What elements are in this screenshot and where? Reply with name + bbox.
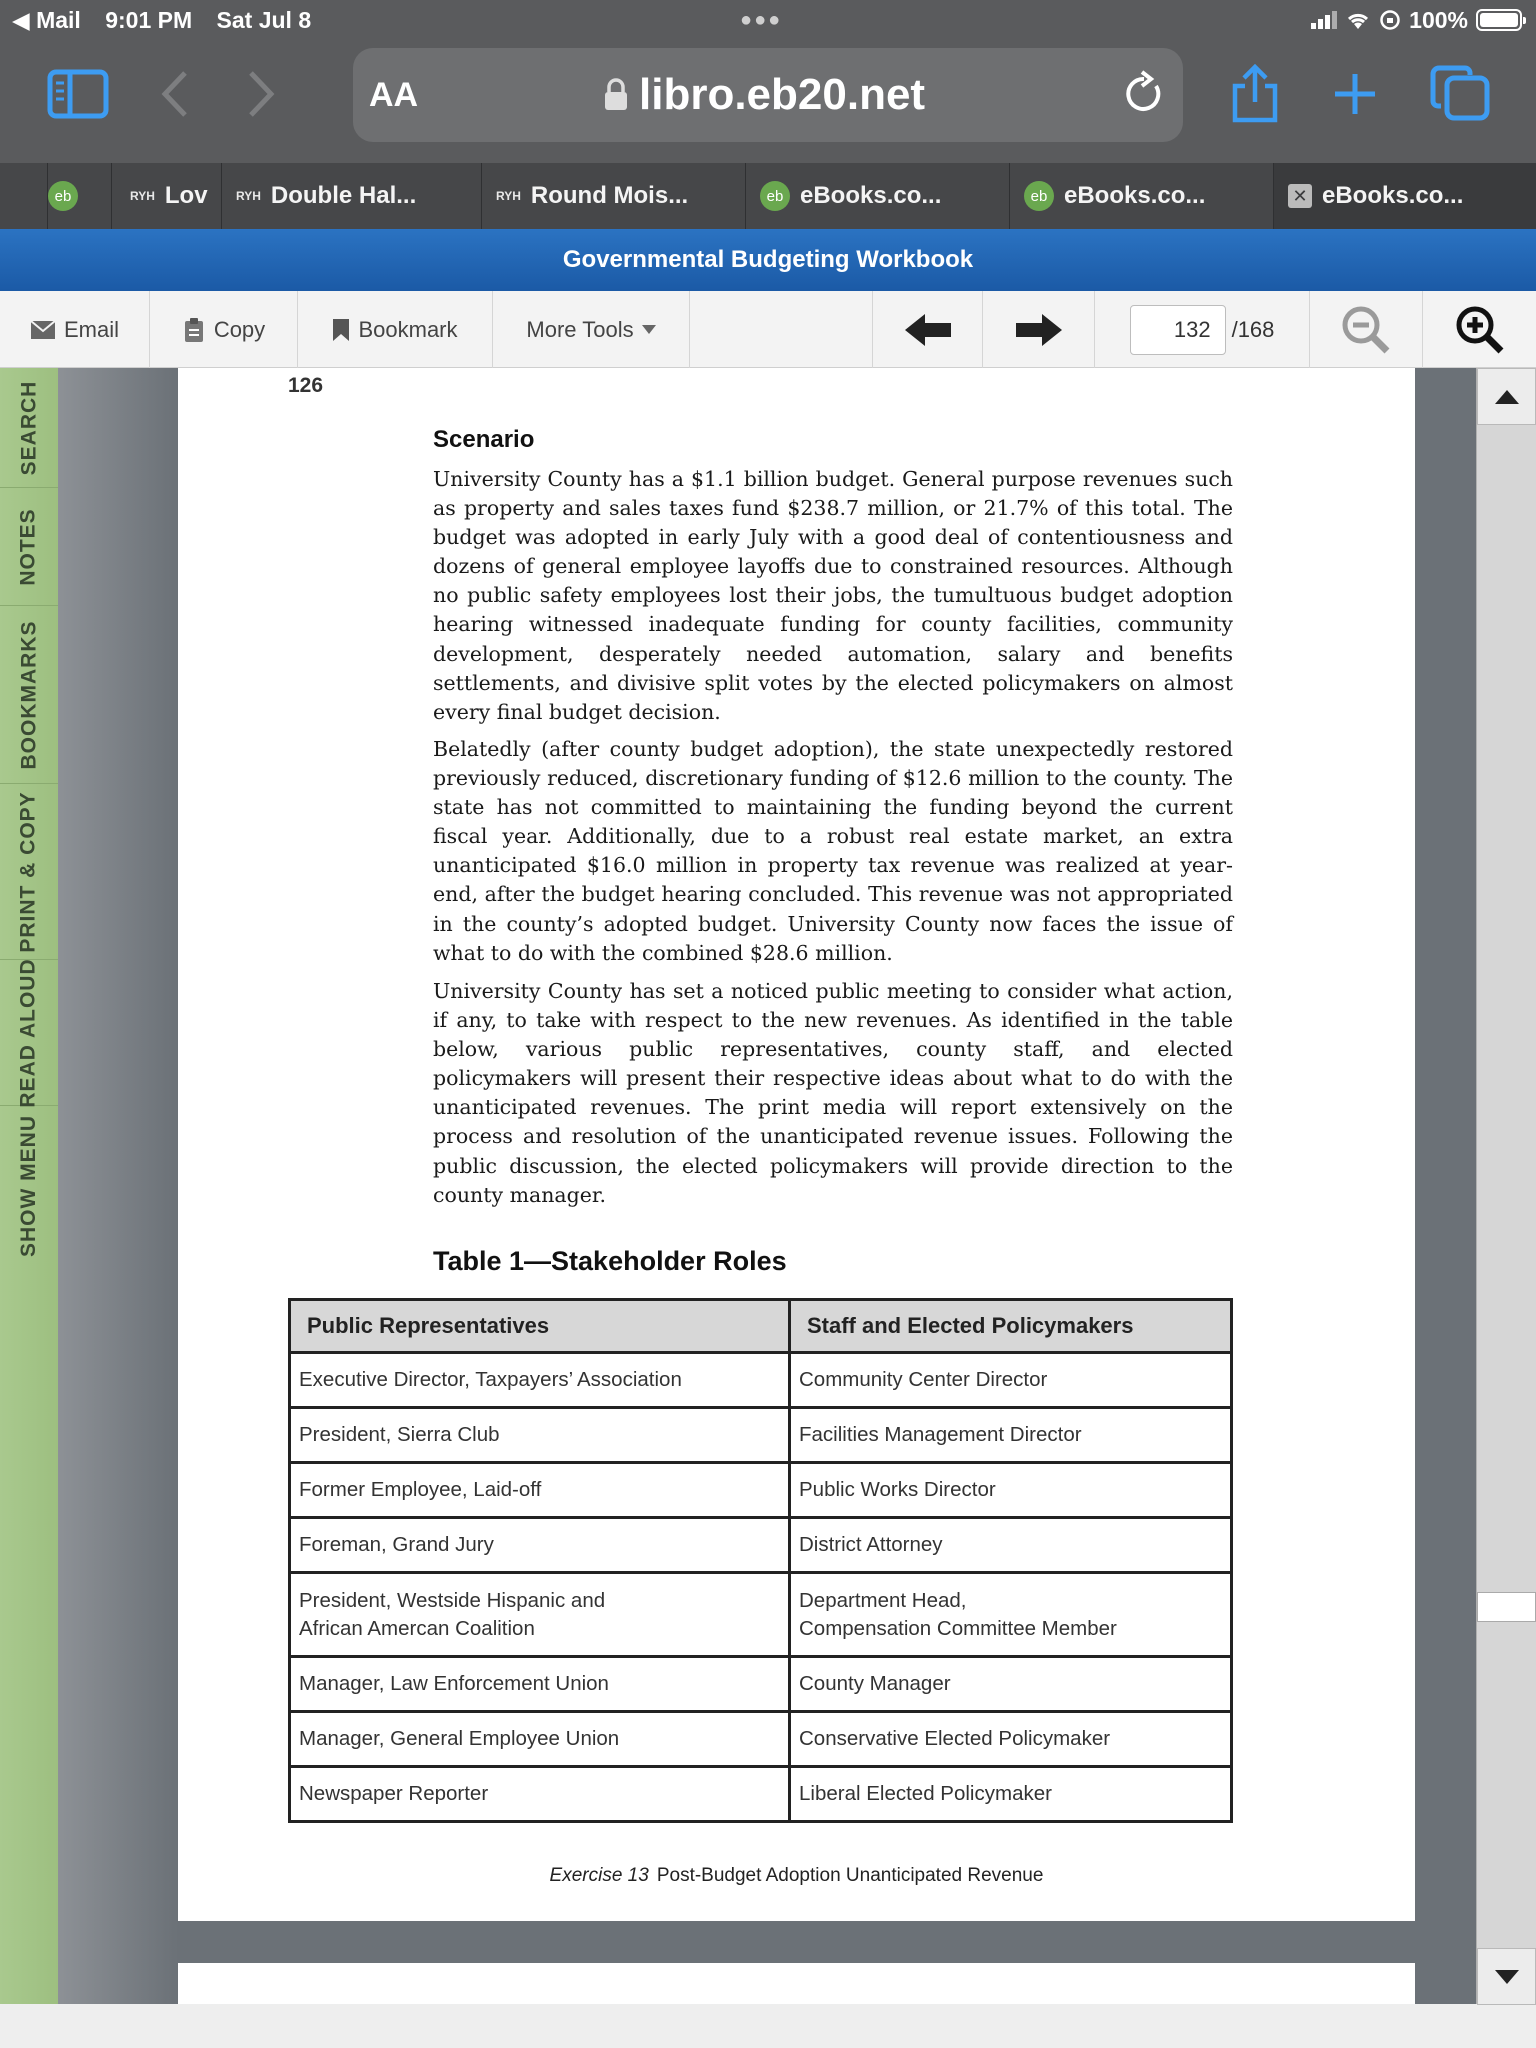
caret-down-icon — [642, 325, 656, 334]
url-display[interactable] — [603, 48, 925, 142]
side-tab-print-copy[interactable]: PRINT & COPY — [0, 784, 58, 960]
zoom-in-button[interactable] — [1423, 291, 1536, 368]
status-date: Sat Jul 8 — [216, 7, 312, 33]
address-bar[interactable] — [353, 48, 1183, 142]
share-icon — [1229, 64, 1281, 124]
tab-title: eBooks.co... — [800, 182, 942, 209]
table-row — [290, 1573, 1232, 1657]
url-text: libro.eb20.net — [639, 70, 926, 119]
zoom-out-icon — [1341, 305, 1391, 355]
ryh-favicon: RYH — [236, 189, 261, 203]
triangle-up-icon — [1495, 390, 1519, 404]
email-button[interactable] — [0, 291, 150, 368]
table-cell: Public Works Director — [790, 1463, 1232, 1518]
page-footer — [178, 1865, 1415, 1887]
close-tab-icon[interactable]: ✕ — [1288, 184, 1312, 208]
scroll-down-button[interactable] — [1477, 1948, 1536, 2005]
previous-page-button[interactable] — [873, 291, 983, 368]
tab-ebooks-2[interactable] — [746, 163, 1010, 229]
ryh-favicon: RYH — [130, 189, 155, 203]
reader-toolbar — [0, 291, 1536, 368]
rotation-lock-icon — [1379, 9, 1401, 31]
table-row — [290, 1518, 1232, 1573]
copy-label: Copy — [213, 316, 266, 342]
back-to-app-link[interactable]: ◀ Mail — [12, 7, 81, 33]
viewer-gutter — [58, 368, 178, 2004]
side-tab-notes[interactable]: NOTES — [0, 488, 58, 606]
book-title-bar: Governmental Budgeting Workbook — [0, 229, 1536, 291]
multitasking-dots[interactable]: ●●● — [740, 9, 783, 31]
battery-icon — [1476, 9, 1522, 31]
tab-title: eBooks.co... — [1064, 182, 1206, 209]
table-cell: County Manager — [790, 1657, 1232, 1712]
bookmark-button[interactable] — [298, 291, 493, 368]
share-button[interactable] — [1225, 62, 1285, 126]
table-cell: Liberal Elected Policymaker — [790, 1767, 1232, 1822]
more-tools-dropdown[interactable] — [493, 291, 690, 368]
table-cell: Community Center Director — [790, 1353, 1232, 1408]
ebooks-favicon: eb — [48, 181, 78, 211]
page-number-input[interactable]: 132 — [1130, 305, 1226, 355]
wifi-icon — [1345, 9, 1371, 31]
page-total: /168 — [1231, 316, 1275, 342]
side-tab-search[interactable]: SEARCH — [0, 368, 58, 488]
next-book-page — [178, 1963, 1415, 2004]
side-tab-bookmarks[interactable]: BOOKMARKS — [0, 606, 58, 784]
table-cell: Manager, Law Enforcement Union — [290, 1657, 790, 1712]
toolbar-spacer — [690, 291, 873, 368]
ebooks-favicon: eb — [760, 181, 790, 211]
reload-button[interactable] — [1123, 70, 1165, 121]
scenario-paragraph-1: University County has a $1.1 billion budget. General purpose revenues such as property and sales taxes fund $238.7 million, or 21.7% of this total. The budget was adopted in early July with a good deal of contentiousness and dozens of general employee layoffs due to constrained resources. Although no public safety employees lost their jobs, the tumultuous budget adoption hearing witnessed inadequate funding for county facilities, community development, desperately needed automation, salary and benefits settlements, and divisive split votes by the elected policymakers on almost every final budget decision. — [433, 467, 1233, 724]
triangle-down-icon — [1495, 1970, 1519, 1984]
tab-round-mois[interactable] — [482, 163, 746, 229]
zoom-in-icon — [1455, 305, 1505, 355]
footer-exercise: Exercise 13 — [549, 1865, 649, 1886]
new-tab-button[interactable] — [1325, 62, 1385, 126]
table-cell: Newspaper Reporter — [290, 1767, 790, 1822]
stakeholder-roles-table — [288, 1298, 1233, 1823]
table-row — [290, 1353, 1232, 1408]
tab-partial[interactable] — [0, 163, 48, 229]
side-navigation — [0, 368, 58, 2004]
zoom-out-button[interactable] — [1310, 291, 1423, 368]
status-right — [1311, 4, 1522, 36]
arrow-left-icon — [903, 312, 953, 348]
footer-title: Post-Budget Adoption Unanticipated Revenue — [656, 1865, 1044, 1886]
clipboard-icon — [182, 317, 206, 343]
copy-button[interactable] — [150, 291, 298, 368]
side-tab-read-aloud[interactable]: READ ALOUD — [0, 960, 58, 1106]
status-left — [12, 4, 329, 36]
chevron-left-icon — [160, 69, 190, 119]
section-heading: Scenario — [433, 426, 535, 453]
table-row — [290, 1408, 1232, 1463]
bookmark-label: Bookmark — [358, 316, 458, 342]
table-cell: President, Westside Hispanic and African Amercan Coalition — [290, 1573, 790, 1657]
tab-title: Double Hal... — [270, 182, 417, 209]
table-cell: Foreman, Grand Jury — [290, 1518, 790, 1573]
scroll-up-button[interactable] — [1477, 368, 1536, 425]
tab-bar — [0, 163, 1536, 229]
arrow-right-icon — [1014, 312, 1064, 348]
table-row — [290, 1657, 1232, 1712]
scenario-paragraph-3: University County has set a noticed public meeting to consider what action, if any, to take with respect to the new revenues. As identified in the table below, various public representatives, county staff, and elected policymakers will present their respective ideas about what to do with the unanticipated revenues. The print media will report extensively on the process and resolution of the unanticipated revenue issues. Following the public discussion, the elected policymakers will provide direction to the county manager. — [433, 979, 1233, 1207]
ryh-favicon: RYH — [496, 189, 521, 203]
tabs-icon — [1429, 64, 1491, 124]
status-time: 9:01 PM — [105, 7, 193, 33]
tab-overview-button[interactable] — [1427, 62, 1493, 126]
table-cell: Former Employee, Laid-off — [290, 1463, 790, 1518]
back-button[interactable] — [150, 62, 200, 126]
sidebar-toggle-button[interactable] — [44, 62, 112, 126]
book-page — [178, 368, 1415, 1921]
lock-icon — [603, 78, 629, 112]
column-header: Public Representatives — [290, 1300, 790, 1353]
table-cell: Manager, General Employee Union — [290, 1712, 790, 1767]
bookmark-icon — [332, 318, 350, 342]
browser-chrome — [0, 0, 1536, 163]
forward-button[interactable] — [236, 62, 286, 126]
tab-lov[interactable] — [112, 163, 222, 229]
page-navigator — [1095, 291, 1310, 368]
side-tab-show-menu[interactable]: SHOW MENU — [17, 1115, 40, 1257]
tab-title: Round Mois... — [530, 182, 689, 209]
tab-title: eBooks.co... — [1322, 182, 1464, 209]
tab-double-hal[interactable] — [222, 163, 482, 229]
next-page-button[interactable] — [983, 291, 1095, 368]
tab-title: Lov — [164, 182, 208, 209]
table-cell: President, Sierra Club — [290, 1408, 790, 1463]
tab-ebooks-active[interactable] — [1274, 163, 1536, 229]
battery-percent: 100% — [1409, 7, 1468, 33]
table-cell: Executive Director, Taxpayers’ Association — [290, 1353, 790, 1408]
tab-ebooks-3[interactable] — [1010, 163, 1274, 229]
table-row — [290, 1767, 1232, 1822]
signal-icon — [1311, 11, 1337, 29]
table-title: Table 1—Stakeholder Roles — [433, 1246, 787, 1276]
ebooks-favicon: eb — [1024, 181, 1054, 211]
tab-ebooks-1[interactable] — [48, 163, 112, 229]
table-row — [290, 1463, 1232, 1518]
sidebar-icon — [47, 69, 109, 119]
scrollbar-thumb[interactable] — [1477, 1592, 1536, 1622]
email-label: Email — [63, 316, 119, 342]
table-header-row — [290, 1300, 1232, 1353]
reload-icon — [1123, 70, 1165, 116]
table-row — [290, 1712, 1232, 1767]
table-cell: Conservative Elected Policymaker — [790, 1712, 1232, 1767]
plus-icon — [1332, 71, 1378, 117]
chevron-right-icon — [246, 69, 276, 119]
vertical-scrollbar[interactable] — [1476, 368, 1536, 2004]
printed-page-number: 126 — [288, 374, 324, 397]
column-header: Staff and Elected Policymakers — [790, 1300, 1232, 1353]
envelope-icon — [30, 320, 56, 340]
table-cell: District Attorney — [790, 1518, 1232, 1573]
table-cell: Department Head, Compensation Committee Member — [790, 1573, 1232, 1657]
scenario-paragraph-2: Belatedly (after county budget adoption), the state unexpectedly restored previously reduced, discretionary funding of $12.6 million to the county. The state has not committed to maintaining the funding beyond the current fiscal year. Additionally, due to a robust real estate market, an extra unanticipated $16.0 million in property tax revenue was realized at year-end, after the budget hearing concluded. This revenue was not appropriated in the county’s adopted budget. University County now faces the issue of what to do with the combined $28.6 million. — [433, 737, 1233, 965]
more-tools-label: More Tools — [526, 316, 634, 342]
text-size-button[interactable]: AA — [369, 76, 419, 114]
table-cell: Facilities Management Director — [790, 1408, 1232, 1463]
